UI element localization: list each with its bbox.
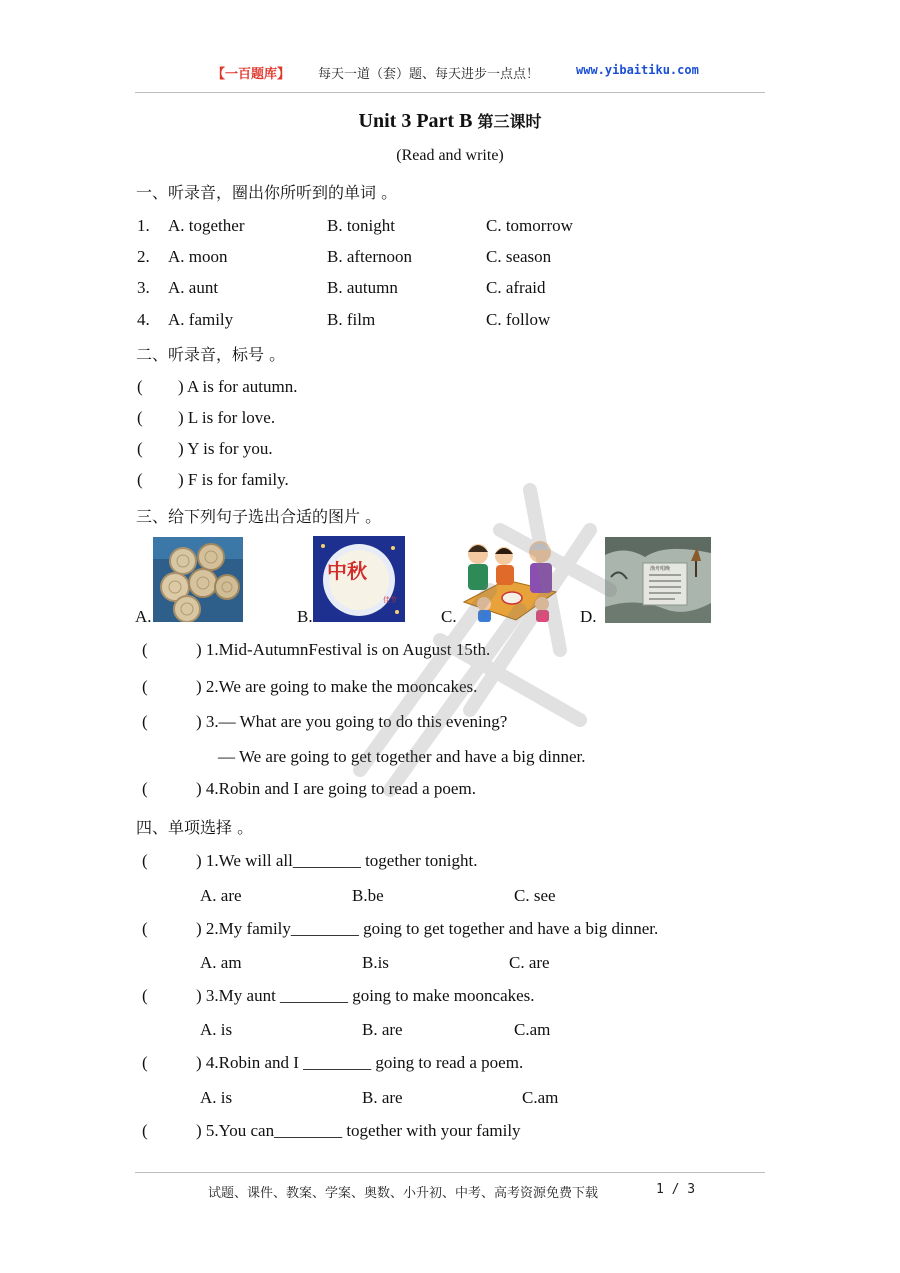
s3-answer-paren-3[interactable]: ( [142,712,148,731]
title-main: Unit 3 Part B [358,110,473,132]
s1-q2-num: 2. [137,247,150,266]
s4-q3-option-a[interactable]: A. is [200,1020,233,1039]
s4-answer-paren-3[interactable]: ( [142,986,148,1005]
s4-q3-option-b[interactable]: B. are [362,1020,403,1039]
poem-picture [605,537,711,623]
page-subtitle: (Read and write) [396,147,504,164]
s2-answer-paren-2[interactable]: ( [137,408,143,427]
s3-answer-paren-4[interactable]: ( [142,779,148,798]
s4-answer-paren-1[interactable]: ( [142,851,148,870]
s4-q2-option-b[interactable]: B.is [362,953,389,972]
s4-q2-stem: ) 2.My family________ going to get together and have a big dinner. [196,919,659,938]
s4-answer-paren-4[interactable]: ( [142,1053,148,1072]
s3-answer-paren-2[interactable]: ( [142,677,148,696]
s1-q2-option-b[interactable]: B. afternoon [327,247,412,266]
s2-item-2: ) L is for love. [178,408,276,427]
picture-label-d: D. [580,607,597,626]
s4-answer-paren-2[interactable]: ( [142,919,148,938]
s4-q4-option-c[interactable]: C.am [522,1088,559,1107]
s3-item-2: ) 2.We are going to make the mooncakes. [196,677,478,696]
s3-item-3: ) 3.— What are you going to do this evening? [196,712,508,731]
s4-q3-stem: ) 3.My aunt ________ going to make mooncakes. [196,986,535,1005]
section1-heading: 一、听录音，圈出你所听到的单词 。 [136,183,398,202]
s3-item-4: ) 4.Robin and I are going to read a poem. [196,779,476,798]
s3-answer-paren-1[interactable]: ( [142,640,148,659]
s1-q3-option-b[interactable]: B. autumn [327,278,398,297]
s2-item-4: ) F is for family. [178,470,289,489]
s1-q3-num: 3. [137,278,150,297]
picture-label-a: A. [135,607,152,626]
s3-item-3-answer: — We are going to get together and have a big dinner. [218,747,586,766]
s4-q1-stem: ) 1.We will all________ together tonight. [196,851,478,870]
mooncakes-picture [153,537,243,622]
picture-label-c: C. [441,607,457,626]
s1-q4-num: 4. [137,310,150,329]
s1-q3-option-c[interactable]: C. afraid [486,278,546,297]
s4-answer-paren-5[interactable]: ( [142,1121,148,1140]
footer-text: 试题、课件、教案、学案、奥数、小升初、中考、高考资源免费下载 [208,1186,599,1201]
s4-q1-option-c[interactable]: C. see [514,886,556,905]
s1-q4-option-c[interactable]: C. follow [486,310,551,329]
s1-q1-option-a[interactable]: A. together [168,216,245,235]
s2-answer-paren-1[interactable]: ( [137,377,143,396]
s1-q4-option-a[interactable]: A. family [168,310,234,329]
section3-heading: 三、给下列句子选出合适的图片 。 [136,507,382,526]
page-number: 1 / 3 [656,1182,696,1197]
s2-answer-paren-3[interactable]: ( [137,439,143,458]
s4-q4-option-a[interactable]: A. is [200,1088,233,1107]
s4-q3-option-c[interactable]: C.am [514,1020,551,1039]
s4-q4-option-b[interactable]: B. are [362,1088,403,1107]
header-brand: 【一百题库】 [212,67,291,82]
section2-heading: 二、听录音，标号 。 [136,345,286,364]
s1-q1-num: 1. [137,216,150,235]
s4-q1-option-b[interactable]: B.be [352,886,384,905]
s4-q4-stem: ) 4.Robin and I ________ going to read a poem. [196,1053,524,1072]
s4-q1-option-a[interactable]: A. are [200,886,242,905]
header-divider [135,92,765,93]
s4-q2-option-c[interactable]: C. are [509,953,550,972]
s3-item-1: ) 1.Mid-AutumnFestival is on August 15th. [196,640,491,659]
picture-label-b: B. [297,607,313,626]
footer-divider [135,1172,765,1173]
header-slogan: 每天一道（套）题、每天进步一点点！ [318,67,540,82]
mid-autumn-picture [313,536,405,622]
picture-b-small-text: 佳节 [383,596,397,604]
s1-q1-option-b[interactable]: B. tonight [327,216,396,235]
s2-answer-paren-4[interactable]: ( [137,470,143,489]
title-cn: 第三课时 [477,112,542,131]
s1-q1-option-c[interactable]: C. tomorrow [486,216,573,235]
section4-heading: 四、单项选择 。 [136,818,254,837]
s1-q2-option-c[interactable]: C. season [486,247,552,266]
page-title [0,109,900,133]
s2-item-1: ) A is for autumn. [178,377,298,396]
s4-q2-option-a[interactable]: A. am [200,953,242,972]
s1-q4-option-b[interactable]: B. film [327,310,376,329]
header-url-link[interactable]: www.yibaitiku.com [576,63,699,77]
s1-q2-option-a[interactable]: A. moon [168,247,228,266]
s2-item-3: ) Y is for you. [178,439,273,458]
s1-q3-option-a[interactable]: A. aunt [168,278,219,297]
picture-d-title: 渔舟唱晚 [650,566,671,572]
s4-q5-stem: ) 5.You can________ together with your family [196,1121,521,1140]
family-dinner-picture [456,534,560,624]
picture-b-big-text: 中秋 [327,559,367,583]
